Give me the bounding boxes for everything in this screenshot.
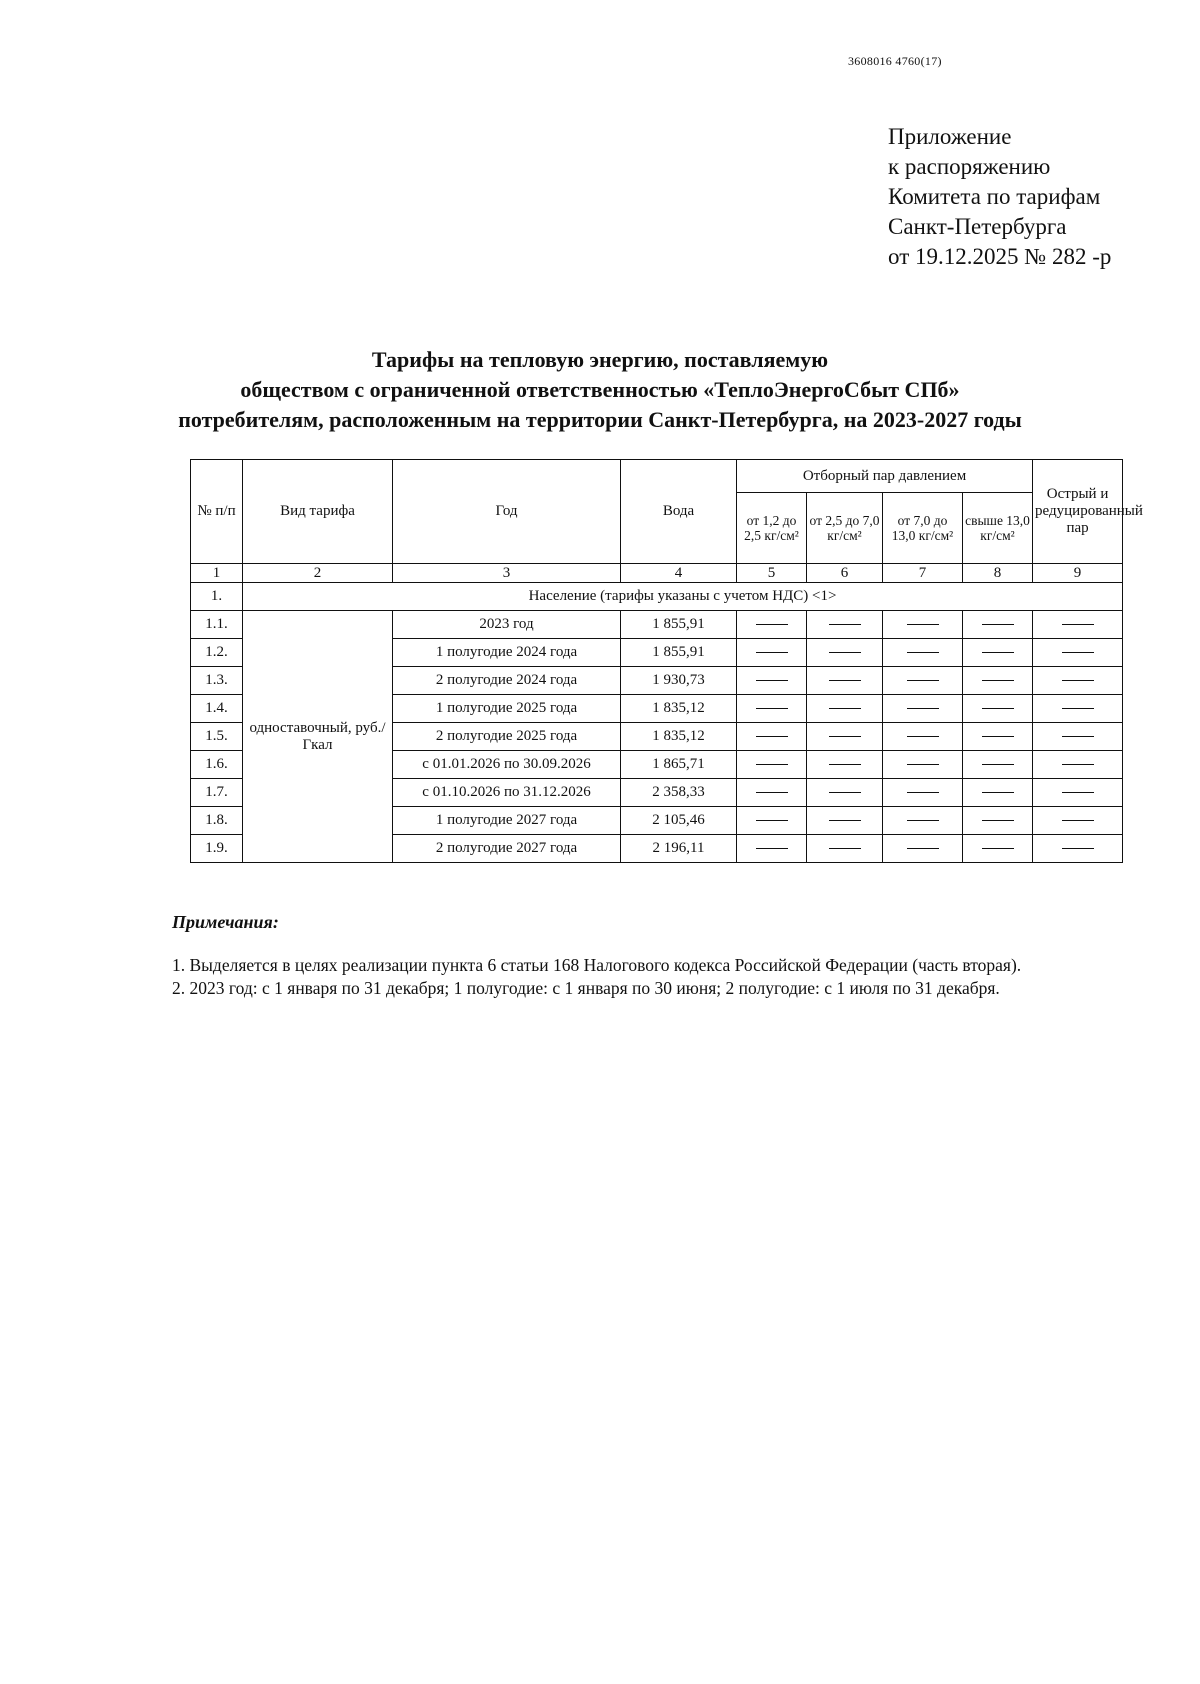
empty-cell: [807, 723, 883, 751]
empty-cell: [807, 779, 883, 807]
row-period: 1 полугодие 2027 года: [393, 807, 621, 835]
row-num: 1.4.: [191, 695, 243, 723]
dash-mark: [982, 820, 1014, 821]
dash-mark: [1062, 820, 1094, 821]
empty-cell: [1033, 639, 1123, 667]
dash-mark: [982, 624, 1014, 625]
row-num: 1.8.: [191, 807, 243, 835]
dash-mark: [907, 624, 939, 625]
section-row: [191, 583, 1123, 611]
dash-mark: [982, 764, 1014, 765]
section-label: Население (тарифы указаны с учетом НДС) <1>: [243, 583, 1123, 611]
column-index: 3: [393, 564, 621, 583]
dash-mark: [907, 708, 939, 709]
tariff-type-cell: одноставочный, руб./Гкал: [243, 611, 393, 863]
dash-mark: [756, 848, 788, 849]
row-period: 2 полугодие 2024 года: [393, 667, 621, 695]
empty-cell: [737, 695, 807, 723]
row-period: 2023 год: [393, 611, 621, 639]
appendix-line: от 19.12.2025 № 282 -р: [888, 244, 1112, 269]
column-index: 1: [191, 564, 243, 583]
row-water: 2 196,11: [621, 835, 737, 863]
appendix-line: к распоряжению: [888, 154, 1051, 179]
empty-cell: [807, 695, 883, 723]
tariff-table: [190, 459, 1143, 863]
appendix-line: Санкт-Петербурга: [888, 214, 1067, 239]
dash-mark: [1062, 680, 1094, 681]
dash-mark: [756, 820, 788, 821]
dash-mark: [982, 792, 1014, 793]
dash-mark: [829, 792, 861, 793]
dash-mark: [829, 652, 861, 653]
row-water: 1 855,91: [621, 639, 737, 667]
dash-mark: [756, 680, 788, 681]
column-index: 7: [883, 564, 963, 583]
dash-mark: [1062, 708, 1094, 709]
row-num: 1.7.: [191, 779, 243, 807]
row-water: 1 930,73: [621, 667, 737, 695]
empty-cell: [963, 723, 1033, 751]
header-pressure-3: от 7,0 до 13,0 кг/см²: [883, 493, 963, 564]
header-pressure-1: от 1,2 до 2,5 кг/см²: [737, 493, 807, 564]
empty-cell: [883, 807, 963, 835]
dash-mark: [756, 652, 788, 653]
empty-cell: [1033, 807, 1123, 835]
row-water: 1 865,71: [621, 751, 737, 779]
empty-cell: [963, 611, 1033, 639]
column-index-row: [191, 564, 1123, 583]
dash-mark: [907, 680, 939, 681]
document-code: 3608016 4760(17): [848, 54, 942, 68]
dash-mark: [982, 736, 1014, 737]
empty-cell: [807, 667, 883, 695]
row-water: 1 855,91: [621, 611, 737, 639]
header-pressure-2: от 2,5 до 7,0 кг/см²: [807, 493, 883, 564]
column-index: 6: [807, 564, 883, 583]
empty-cell: [883, 667, 963, 695]
note-item: 2. 2023 год: с 1 января по 31 декабря; 1 полугодие: с 1 января по 30 июня; 2 полугодие: с 1 июля по 31 декабря.: [172, 978, 1000, 998]
column-index: 9: [1033, 564, 1123, 583]
dash-mark: [982, 652, 1014, 653]
row-period: с 01.10.2026 по 31.12.2026: [393, 779, 621, 807]
empty-cell: [1033, 611, 1123, 639]
empty-cell: [963, 695, 1033, 723]
empty-cell: [1033, 751, 1123, 779]
appendix-line: Приложение: [888, 124, 1012, 149]
title-line: Тарифы на тепловую энергию, поставляемую: [371, 347, 829, 372]
dash-mark: [982, 708, 1014, 709]
dash-mark: [907, 736, 939, 737]
empty-cell: [737, 667, 807, 695]
dash-mark: [829, 820, 861, 821]
empty-cell: [963, 835, 1033, 863]
dash-mark: [907, 792, 939, 793]
dash-mark: [1062, 764, 1094, 765]
header-tariff-type: Вид тарифа: [243, 460, 393, 564]
note-item: 1. Выделяется в целях реализации пункта 6 статьи 168 Налогового кодекса Российской Федерации (часть вторая).: [172, 955, 1022, 975]
empty-cell: [883, 639, 963, 667]
dash-mark: [756, 764, 788, 765]
dash-mark: [756, 708, 788, 709]
header-sharp-steam: Острый и редуцированный пар: [1033, 460, 1123, 564]
empty-cell: [883, 751, 963, 779]
row-period: 2 полугодие 2027 года: [393, 835, 621, 863]
dash-mark: [982, 848, 1014, 849]
empty-cell: [1033, 695, 1123, 723]
empty-cell: [807, 611, 883, 639]
row-period: 1 полугодие 2025 года: [393, 695, 621, 723]
empty-cell: [963, 751, 1033, 779]
empty-cell: [883, 695, 963, 723]
empty-cell: [737, 835, 807, 863]
column-index: 2: [243, 564, 393, 583]
section-num: 1.: [191, 583, 243, 611]
empty-cell: [883, 779, 963, 807]
dash-mark: [1062, 736, 1094, 737]
appendix-line: Комитета по тарифам: [888, 184, 1101, 209]
row-num: 1.5.: [191, 723, 243, 751]
empty-cell: [883, 723, 963, 751]
row-num: 1.3.: [191, 667, 243, 695]
dash-mark: [756, 736, 788, 737]
row-water: 2 105,46: [621, 807, 737, 835]
row-period: с 01.01.2026 по 30.09.2026: [393, 751, 621, 779]
dash-mark: [1062, 652, 1094, 653]
dash-mark: [1062, 624, 1094, 625]
header-row: [191, 460, 1123, 493]
dash-mark: [829, 736, 861, 737]
dash-mark: [1062, 792, 1094, 793]
dash-mark: [907, 848, 939, 849]
row-num: 1.9.: [191, 835, 243, 863]
header-num: № п/п: [191, 460, 243, 564]
column-index: 8: [963, 564, 1033, 583]
empty-cell: [737, 611, 807, 639]
empty-cell: [1033, 667, 1123, 695]
dash-mark: [1062, 848, 1094, 849]
row-num: 1.1.: [191, 611, 243, 639]
empty-cell: [1033, 779, 1123, 807]
table-row: [191, 611, 1123, 639]
row-period: 2 полугодие 2025 года: [393, 723, 621, 751]
header-water: Вода: [621, 460, 737, 564]
empty-cell: [737, 751, 807, 779]
empty-cell: [883, 835, 963, 863]
header-steam-group: Отборный пар давлением: [737, 460, 1033, 493]
notes-block: [172, 954, 1142, 1000]
empty-cell: [963, 779, 1033, 807]
empty-cell: [737, 723, 807, 751]
dash-mark: [829, 708, 861, 709]
empty-cell: [1033, 723, 1123, 751]
empty-cell: [963, 639, 1033, 667]
row-period: 1 полугодие 2024 года: [393, 639, 621, 667]
empty-cell: [807, 807, 883, 835]
header-pressure-4: свыше 13,0 кг/см²: [963, 493, 1033, 564]
dash-mark: [756, 624, 788, 625]
row-num: 1.6.: [191, 751, 243, 779]
empty-cell: [807, 835, 883, 863]
title-line: потребителям, расположенным на территории Санкт-Петербурга, на 2023-2027 годы: [178, 407, 1022, 432]
empty-cell: [737, 807, 807, 835]
dash-mark: [829, 680, 861, 681]
dash-mark: [907, 764, 939, 765]
empty-cell: [883, 611, 963, 639]
empty-cell: [963, 807, 1033, 835]
dash-mark: [829, 624, 861, 625]
empty-cell: [737, 639, 807, 667]
dash-mark: [907, 652, 939, 653]
dash-mark: [982, 680, 1014, 681]
row-num: 1.2.: [191, 639, 243, 667]
row-water: 1 835,12: [621, 723, 737, 751]
column-index: 5: [737, 564, 807, 583]
empty-cell: [807, 639, 883, 667]
empty-cell: [1033, 835, 1123, 863]
header-year: Год: [393, 460, 621, 564]
document-title: [0, 345, 1200, 435]
empty-cell: [807, 751, 883, 779]
dash-mark: [829, 848, 861, 849]
notes-title: Примечания:: [172, 912, 279, 932]
dash-mark: [907, 820, 939, 821]
appendix-block: [888, 122, 1111, 272]
column-index: 4: [621, 564, 737, 583]
row-water: 2 358,33: [621, 779, 737, 807]
empty-cell: [737, 779, 807, 807]
dash-mark: [756, 792, 788, 793]
row-water: 1 835,12: [621, 695, 737, 723]
empty-cell: [963, 667, 1033, 695]
title-line: обществом с ограниченной ответственностью «ТеплоЭнергоСбыт СПб»: [240, 377, 960, 402]
dash-mark: [829, 764, 861, 765]
